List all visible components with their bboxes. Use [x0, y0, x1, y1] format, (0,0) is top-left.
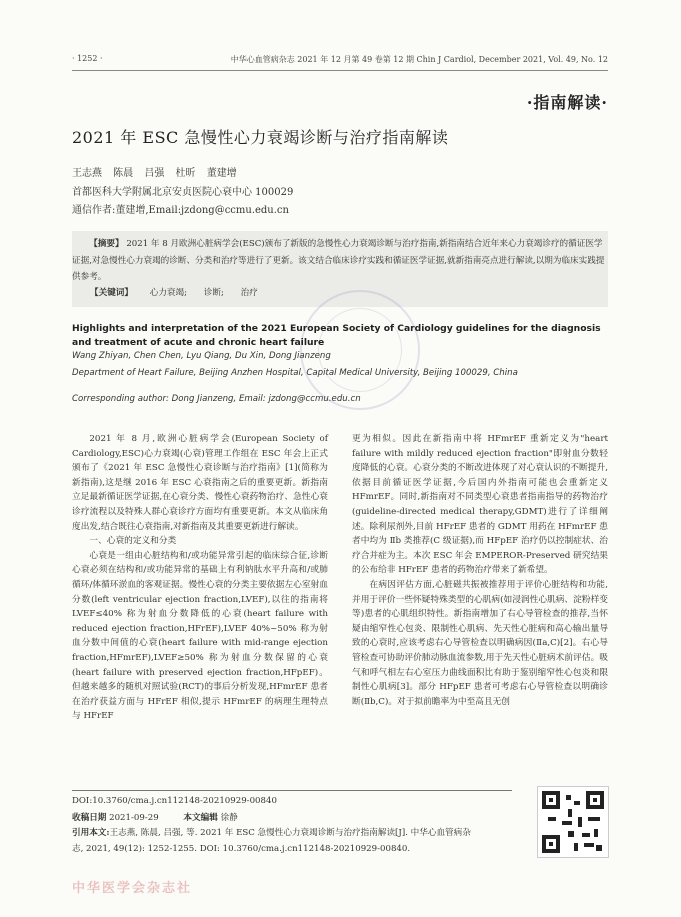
- page-number: · 1252 ·: [72, 54, 103, 63]
- body-column-right: [352, 432, 608, 709]
- qr-finder: [542, 791, 560, 809]
- qr-module: [588, 817, 600, 821]
- qr-finder: [586, 791, 604, 809]
- english-title: Highlights and interpretation of the 2021 European Society of Cardiology guidelines for the diagnosis and treatment of acute and chronic heart failure: [72, 323, 601, 348]
- qr-module: [566, 795, 571, 800]
- qr-module: [574, 801, 580, 805]
- received-line: [72, 811, 238, 823]
- publisher-logo: 中华医学会杂志社: [72, 881, 193, 896]
- authors-en: Wang Zhiyan, Chen Chen, Lyu Qiang, Du Xin, Dong Jianzeng: [72, 351, 331, 361]
- keyword-item: 心力衰竭: [149, 288, 185, 298]
- received-label: 收稿日期: [72, 813, 107, 823]
- citation-line-1: [72, 826, 471, 838]
- keyword-item: 治疗: [240, 288, 258, 298]
- body-paragraph: 更为相似。因此在新指南中将 HFmrEF 重新定义为"heart failure with mildly reduced ejection fraction"即射血分数轻度降低的心衰。心衰分类的不断改进体现了对心衰认识的不断提升,依据目前循证医学证据,今后国内外指南可能也会重新定义 HFmrEF。同时,新指南对不同类型心衰患者指南指导的药物治疗(guideline-directed medical therapy,GDMT)进行了详细阐述。除利尿剂外,目前 HFrEF 患者的 GDMT 用药在 HFmrEF 患者中均为 Ⅱb 类推荐(C 级证据),而 HFpEF 治疗仍以控制症状、治疗合并症为主。本次 ESC 年会 EMPEROR-Preserved 研究结果的公布给非 HFrEF 患者的药物治疗带来了新希望。: [352, 434, 608, 576]
- abstract-cn: [72, 236, 608, 286]
- citation-text-1: 王志燕, 陈晨, 吕强, 等. 2021 年 ESC 急慢性心力衰竭诊断与治疗指南解读[J]. 中华心血管病杂: [109, 828, 471, 838]
- citation-line-2: 志, 2021, 49(12): 1252-1255. DOI: 10.3760/cma.j.cn112148-20210929-00840.: [72, 844, 411, 854]
- journal-header: 中华心血管病杂志 2021 年 12 月第 49 卷第 12 期 Chin J Cardiol, December 2021, Vol. 49, No. 12: [230, 55, 608, 64]
- editor-label: 本文编辑: [183, 813, 218, 823]
- body-column-left: [72, 432, 328, 724]
- corresponding-author-cn: 通信作者:董建增,Email:jzdong@ccmu.edu.cn: [72, 205, 289, 216]
- qr-module: [568, 809, 572, 817]
- body-paragraph: 心衰是一组由心脏结构和/或功能异常引起的临床综合征,诊断心衰必须在结构和/或功能异常的基础上有利钠肽水平升高和/或肺循环/体循环淤血的客观证据。慢性心衰的分类主要依据左心室射血分数(left ventricular ejection fraction,LVEF),以往的指南将 LVEF≤40% 称为射血分数降低的心衰(heart failure with reduced ejection fraction,HFrEF),LVEF 40%~50% 称为射血分数中间值的心衰(heart failure with mid-range ejection fraction,HFmrEF),LVEF≥50% 称为射血分数保留的心衰(heart failure with preserved ejection fraction,HFpEF)。但越来越多的随机对照试验(RCT)的事后分析发现,HFmrEF 患者在治疗获益方面与 HFrEF 相似,提示 HFmrEF 的病理生理特点与 HFrEF: [72, 550, 328, 722]
- section-tag: ·指南解读·: [526, 93, 608, 112]
- doi-line: DOI:10.3760/cma.j.cn112148-20210929-00840: [72, 796, 277, 806]
- qr-module: [548, 817, 556, 821]
- editor-name: 徐静: [220, 813, 238, 823]
- affiliation-cn: 首都医科大学附属北京安贞医院心衰中心 100029: [72, 187, 294, 198]
- body-paragraph: 在病因评估方面,心脏磁共振被推荐用于评价心脏结构和功能,并用于评价一些怀疑特殊类型的心肌病(如浸润性心肌病、淀粉样变等)患者的心肌组织特性。新指南增加了右心导管检查的推荐,当怀疑由缩窄性心包炎、限制性心肌病、先天性心脏病和高心输出量导致的心衰时,应该考虑右心导管检查以明确病因(Ⅱa,C)[2]。右心导管检查可协助评价肺动脉血流参数,用于先天性心脏病术前评估。吸气和呼气相左右心室压力曲线面积比有助于鉴别缩窄性心包炎和限制性心肌病[3]。部分 HFpEF 患者可考虑右心导管检查以明确诊断(Ⅱb,C)。对于拟前瞻率为中至高且无创: [352, 579, 608, 707]
- qr-module: [578, 817, 582, 827]
- received-date: 2021-09-29: [109, 813, 159, 823]
- abstract-label: 【摘要】: [89, 239, 124, 249]
- corresponding-author-en: Corresponding author: Dong Jianzeng, Email: jzdong@ccmu.edu.cn: [72, 394, 361, 404]
- affiliation-en: Department of Heart Failure, Beijing Anzhen Hospital, Capital Medical University, Beijing 100029, China: [72, 368, 518, 378]
- keywords-cn: [90, 286, 258, 298]
- qr-code[interactable]: [537, 786, 609, 858]
- footnote-rule: [72, 790, 512, 791]
- qr-module: [568, 831, 574, 837]
- qr-finder: [542, 835, 560, 853]
- qr-module: [584, 843, 594, 847]
- keyword-item: 诊断: [203, 288, 221, 298]
- header-rule: [72, 70, 608, 71]
- keywords-label: 【关键词】: [90, 288, 133, 298]
- qr-module: [594, 829, 598, 837]
- keyword-sep: ;: [220, 288, 224, 298]
- qr-module: [562, 821, 572, 825]
- qr-module: [596, 845, 602, 851]
- citation-label: 引用本文:: [72, 828, 110, 838]
- article-title: 2021 年 ESC 急慢性心力衰竭诊断与治疗指南解读: [72, 128, 449, 147]
- qr-module: [574, 843, 578, 851]
- qr-module: [582, 833, 590, 837]
- section-heading: 一、心衰的定义和分类: [89, 536, 177, 547]
- authors-cn: 王志燕 陈晨 吕强 杜昕 董建增: [72, 168, 237, 179]
- body-paragraph: 2021 年 8 月,欧洲心脏病学会(European Society of Cardiology,ESC)心力衰竭(心衰)管理工作组在 ESC 年会上正式颁布了《2021 年 ESC 急慢性心衰诊断与治疗指南》[1](简称为新指南),这是继 2016 年 ESC 心衰指南之后的重要更新。新指南立足最新循证医学证据,在心衰分类、慢性心衰药物治疗、急性心衰诊疗流程以及特殊人群心衰诊疗方面均有重要更新。本文从临床角度出发,结合既往心衰指南,对新指南及其重要更新进行解读。: [72, 434, 328, 532]
- abstract-text: 2021 年 8 月欧洲心脏病学会(ESC)颁布了新版的急慢性心力衰竭诊断与治疗指南,新指南结合近年来心力衰竭诊疗的循证医学证据,对急慢性心力衰竭的诊断、分类和治疗等进行了更新。该文结合临床诊疗实践和循证医学证据,就新指南亮点进行解读,以期为临床实践提供参考。: [72, 239, 605, 282]
- keyword-sep: ;: [184, 288, 188, 298]
